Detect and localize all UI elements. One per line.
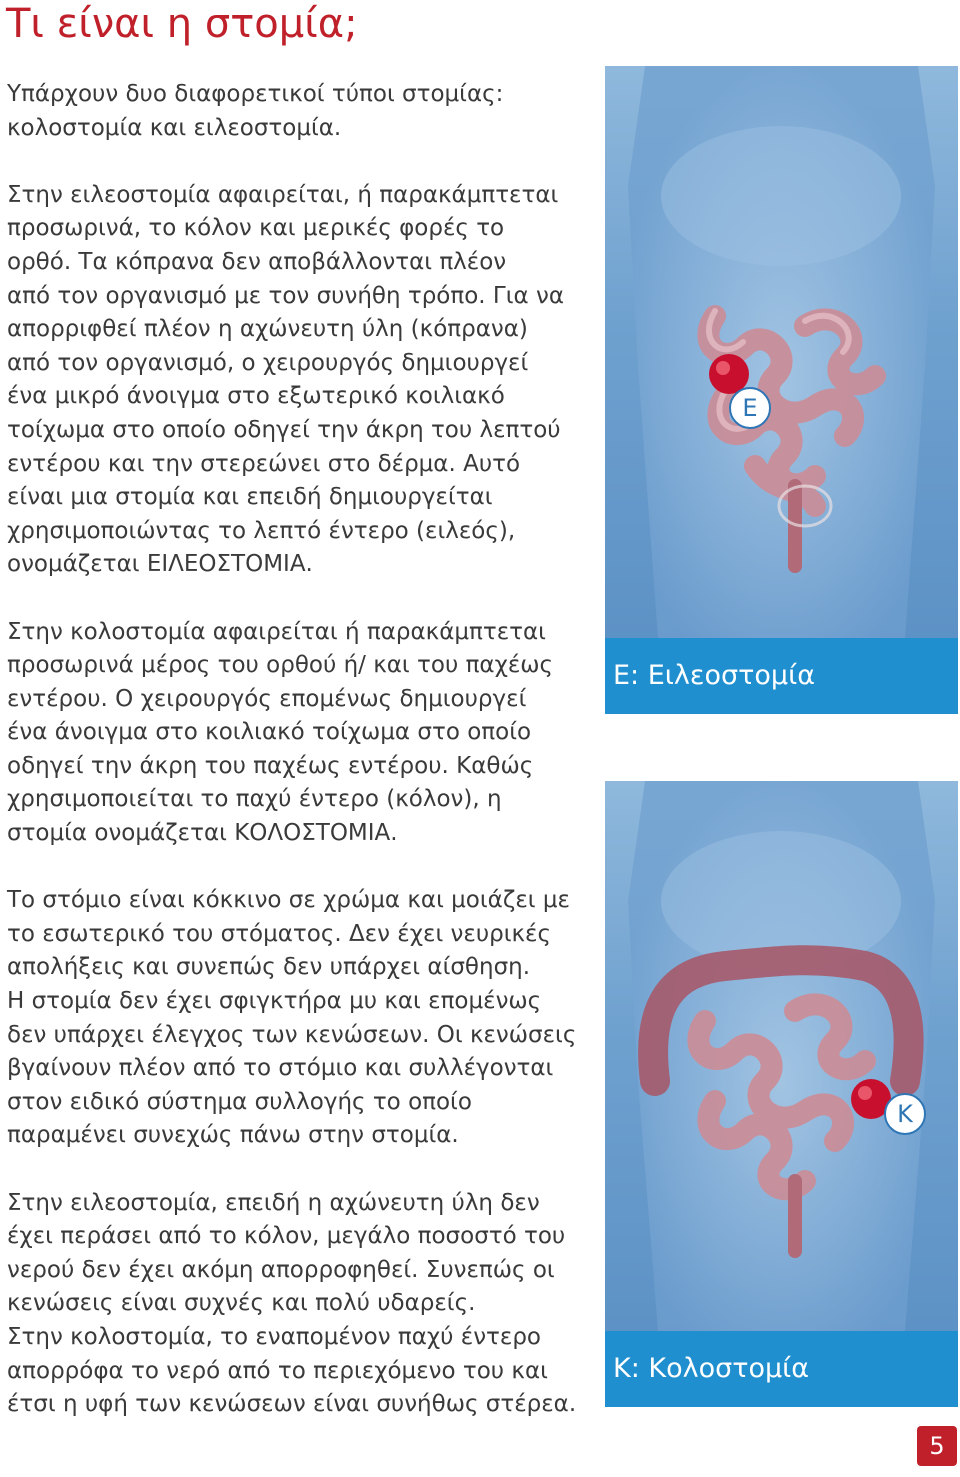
ileostomy-caption: Ε: Ειλεοστομία bbox=[605, 638, 958, 714]
colostomy-illustration bbox=[605, 781, 958, 1331]
paragraph-stoma-description: Το στόμιο είναι κόκκινο σε χρώμα και μοιάζει με το εσωτερικό του στόματος. Δεν έχει νευρικές απολήξεις και συνεπώς δεν υπάρχει αίσθηση. Η στομία δεν έχει σφιγκτήρα μυ και επομένως δεν υπάρχει έλεγχος των κενώσεων. Οι κενώσεις βγαίνουν πλέον από το στόμιο και συλλέγονται στον ειδικό σύστημα συλλογής το οποίο παραμένει συνεχώς πάνω στην στομία. bbox=[7, 887, 577, 1149]
torso-illustration bbox=[605, 781, 958, 1331]
page-title: Τι είναι η στομία; bbox=[6, 1, 358, 47]
body-text bbox=[7, 78, 587, 1422]
paragraph-intro: Υπάρχουν δυο διαφορετικοί τύποι στομίας: κολοστομία και ειλεοστομία. bbox=[7, 81, 504, 141]
page-number: 5 bbox=[917, 1426, 957, 1466]
torso-illustration bbox=[605, 66, 958, 638]
paragraph-ileostomy: Στην ειλεοστομία αφαιρείται, ή παρακάμπτεται προσωρινά, το κόλον και μερικές φορές το ορθό. Τα κόπρανα δεν αποβάλλονται πλέον από τον οργανισμό με τον συνήθη τρόπο. Για να απορριφθεί πλέον η αχώνευτη ύλη (κόπρανα) από τον οργανισμό, ο χειρουργός δημιουργεί ένα μικρό άνοιγμα στο εξωτερικό κοιλιακό τοίχωμα στο οποίο οδηγεί την άκρη του λεπτού εντέρου και την στερεώνει στο δέρμα. Αυτό είναι μια στομία και επειδή δημιουργείται χρησιμοποιώντας το λεπτό έντερο (ειλεός), ονομάζεται ΕΙΛΕΟΣΤΟΜΙΑ. bbox=[7, 181, 564, 578]
colostomy-caption: Κ: Κολοστομία bbox=[605, 1331, 958, 1407]
paragraph-colostomy: Στην κολοστομία αφαιρείται ή παρακάμπτεται προσωρινά μέρος του ορθού ή/ και του παχέως εντέρου. Ο χειρουργός επομένως δημιουργεί ένα άνοιγμα στο κοιλιακό τοίχωμα στο οποίο οδηγεί την άκρη του παχέως εντέρου. Καθώς χρησιμοποιείται το παχύ έντερο (κόλον), η στομία ονομάζεται ΚΟΛΟΣΤΟΜΙΑ. bbox=[7, 618, 554, 847]
paragraph-output: Στην ειλεοστομία, επειδή η αχώνευτη ύλη δεν έχει περάσει από το κόλον, μεγάλο ποσοστό του νερού δεν έχει ακόμη απορροφηθεί. Συνεπώς οι κενώσεις είναι συχνές και πολύ υδαρείς. Στην κολοστομία, το εναπομένον παχύ έντερο απορρόφα το νερό από το περιεχόμενο του και έτσι η υφή των κενώσεων είναι συνήθως στέρεα. bbox=[7, 1189, 577, 1418]
stoma-marker-k: Κ bbox=[884, 1093, 926, 1135]
stoma-marker-e: Ε bbox=[729, 387, 771, 429]
ileostomy-illustration bbox=[605, 66, 958, 638]
